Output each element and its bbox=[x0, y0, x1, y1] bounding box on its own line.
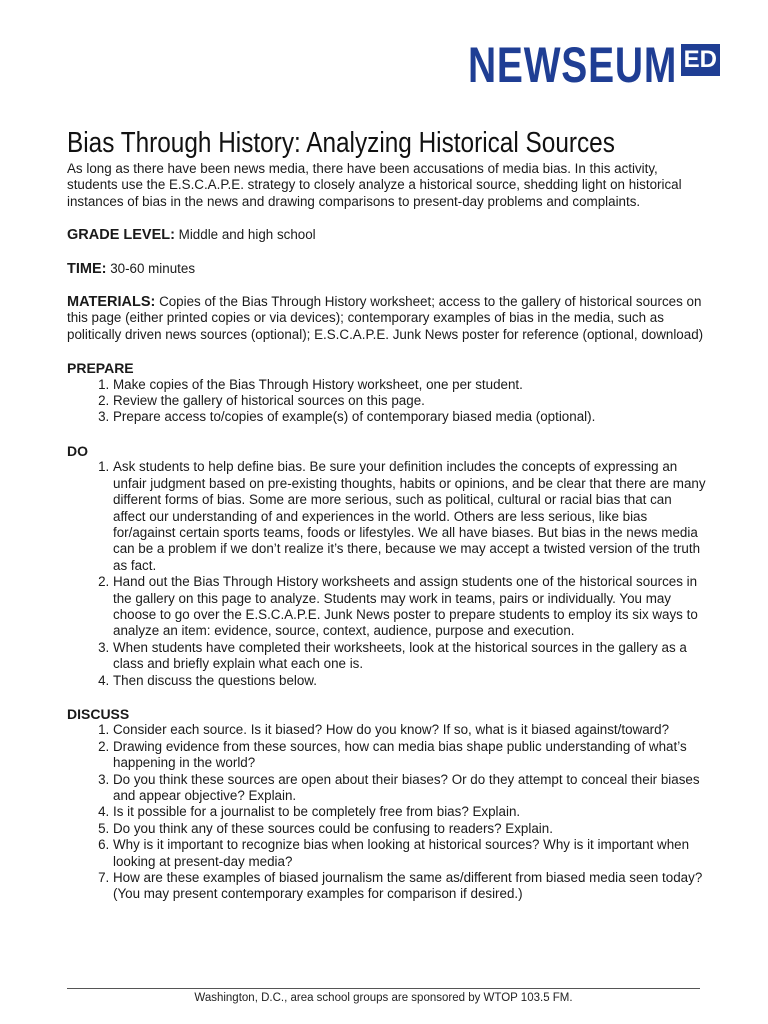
prepare-list bbox=[67, 377, 707, 426]
discuss-heading: DISCUSS bbox=[67, 705, 130, 722]
list-item: 7. How are these examples of biased journalism the same as/different from biased media seen today? (You may present contemporary examples for comparison if desired.) bbox=[113, 870, 707, 903]
page-title: Bias Through History: Analyzing Historical Sources bbox=[67, 127, 615, 160]
list-item: 1. Consider each source. Is it biased? How do you know? If so, what is it biased against/toward? bbox=[113, 722, 707, 738]
footer-sponsor: Washington, D.C., area school groups are sponsored by WTOP 103.5 FM. bbox=[194, 992, 573, 1004]
logo-badge: ED bbox=[681, 44, 720, 76]
logo-wordmark: NEWSEUM bbox=[467, 37, 677, 93]
materials-label: MATERIALS: bbox=[67, 294, 156, 311]
list-item: 2. Review the gallery of historical sources on this page. bbox=[113, 393, 707, 409]
list-item: 2. Drawing evidence from these sources, how can media bias shape public understanding of what’s happening in the world? bbox=[113, 739, 707, 772]
materials bbox=[67, 294, 707, 343]
grade-level-value: Middle and high school bbox=[174, 227, 316, 243]
discuss-list bbox=[67, 722, 707, 902]
list-item: 3. When students have completed their worksheets, look at the historical sources in the gallery as a class and briefly explain what each one is. bbox=[113, 640, 707, 673]
time-value: 30-60 minutes bbox=[106, 260, 196, 276]
list-item: 5. Do you think any of these sources could be confusing to readers? Explain. bbox=[113, 821, 707, 837]
do-list bbox=[67, 459, 707, 689]
intro-paragraph: As long as there have been news media, there have been accusations of media bias. In this activity, students use the E.S.C.A.P.E. strategy to closely analyze a historical source, shedding light on historical instances of bias in the news and drawing comparisons to present-day problems and complaints. bbox=[67, 161, 682, 209]
grade-level-label: GRADE LEVEL: bbox=[67, 227, 175, 244]
time-label: TIME: bbox=[67, 260, 107, 277]
prepare-heading: PREPARE bbox=[67, 360, 134, 377]
list-item: 2. Hand out the Bias Through History worksheets and assign students one of the historical sources in the gallery on this page to analyze. Students may work in teams, pairs or individually. You may choose to go over the E.S.C.A.P.E. Junk News poster to prepare students to employ its six ways to analyze an item: evidence, source, context, audience, purpose and execution. bbox=[113, 574, 707, 640]
list-item: 1. Make copies of the Bias Through History worksheet, one per student. bbox=[113, 377, 707, 393]
list-item: 6. Why is it important to recognize bias when looking at historical sources? Why is it important when looking at present-day media? bbox=[113, 837, 707, 870]
time bbox=[67, 261, 707, 277]
list-item: 4. Is it possible for a journalist to be completely free from bias? Explain. bbox=[113, 804, 707, 820]
materials-value: Copies of the Bias Through History worksheet; access to the gallery of historical sources on this page (either printed copies or via devices); contemporary examples of bias in the media, such as politically driven news sources (optional); E.S.C.A.P.E. Junk News poster for reference (optional, download) bbox=[67, 294, 704, 342]
footer-divider bbox=[67, 988, 700, 989]
list-item: 1. Ask students to help define bias. Be sure your definition includes the concepts of expressing an unfair judgment based on pre-existing thoughts, habits or opinions, and be clear that there are many different forms of bias. Some are more serious, such as political, cultural or racial bias that can affect our understanding of and experiences in the world. Others are less serious, like bias for/against certain sports teams, foods or lifestyles. We all have biases. But bias in the news media can be a problem if we don’t realize it’s there, because we may accept a twisted version of the truth as fact. bbox=[113, 459, 707, 574]
document-body bbox=[67, 161, 707, 920]
list-item: 4. Then discuss the questions below. bbox=[113, 673, 707, 689]
list-item: 3. Do you think these sources are open about their biases? Or do they attempt to conceal their biases and appear objective? Explain. bbox=[113, 772, 707, 805]
list-item: 3. Prepare access to/copies of example(s) of contemporary biased media (optional). bbox=[113, 409, 707, 425]
grade-level bbox=[67, 227, 707, 243]
newseum-ed-logo bbox=[409, 37, 720, 93]
do-heading: DO bbox=[67, 442, 88, 459]
